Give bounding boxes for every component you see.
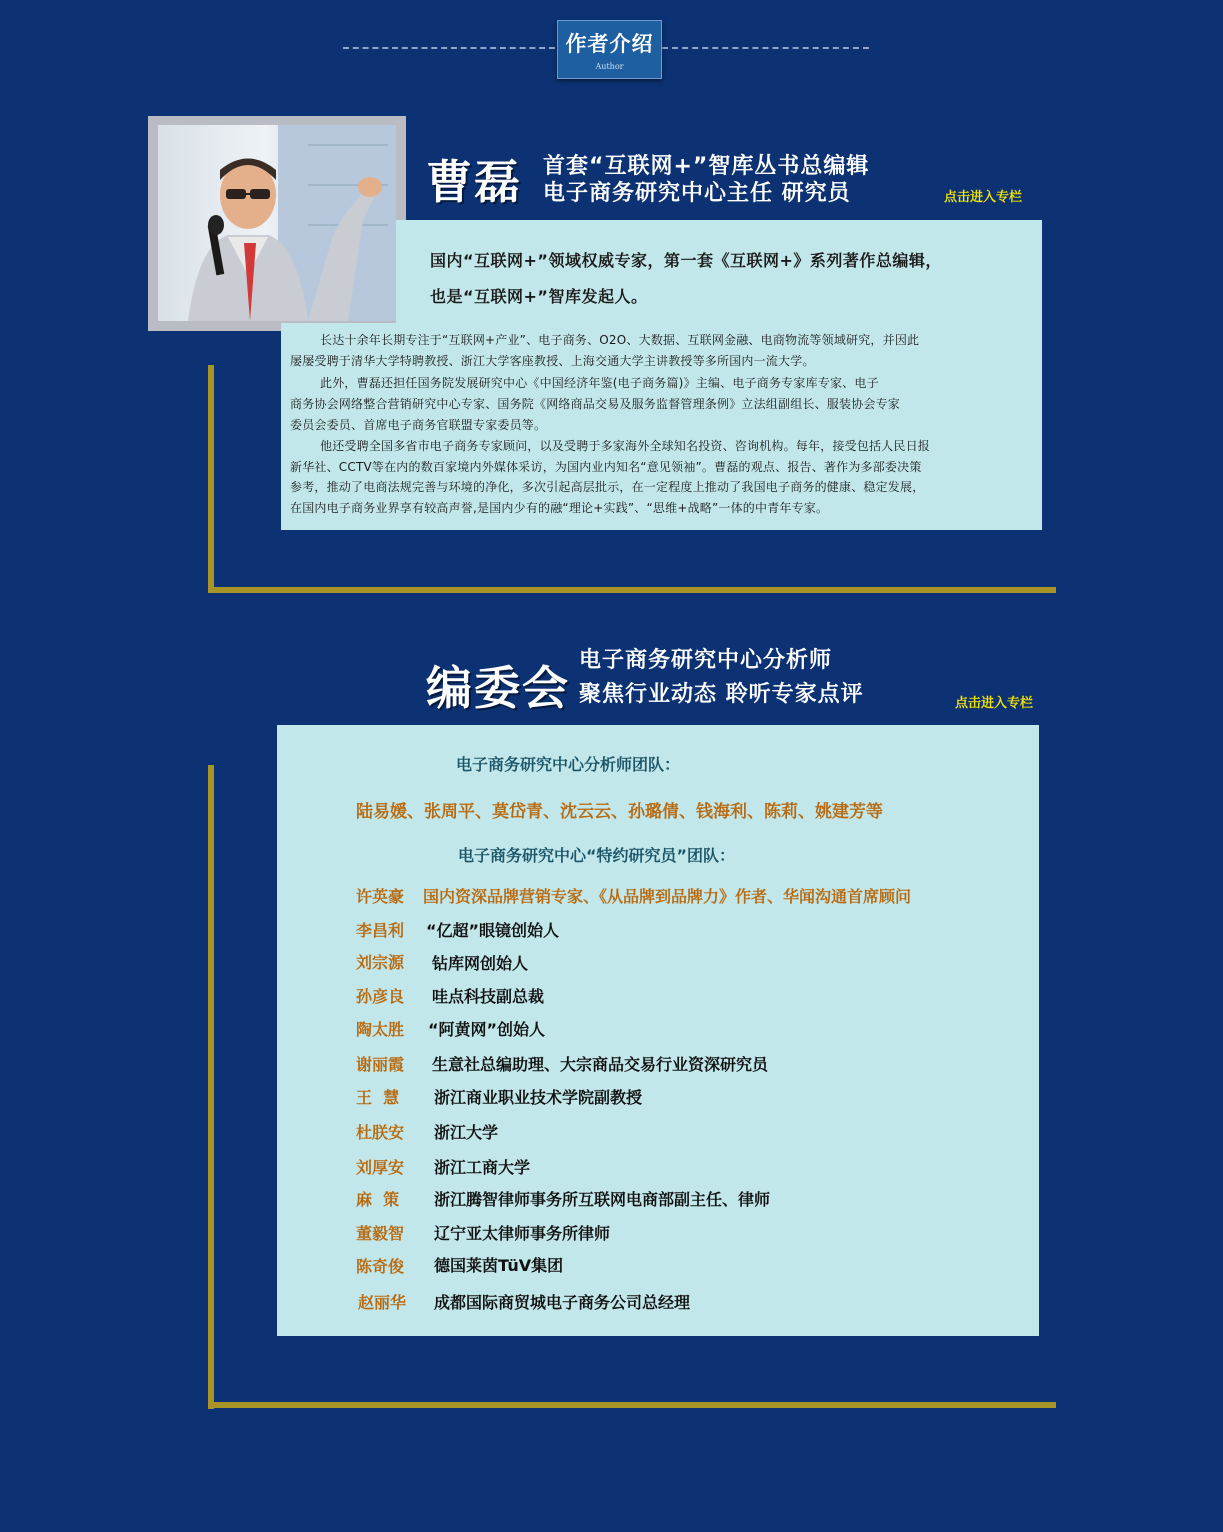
author-photo [158, 125, 396, 321]
committee-bracket-vertical [208, 765, 214, 1409]
member-role: 哇点科技副总裁 [432, 987, 545, 1006]
member-name: 孙彦良 [356, 987, 405, 1006]
author-intro-panel [396, 220, 1042, 328]
analyst-team-names: 陆易媛、张周平、莫岱青、沈云云、孙璐倩、钱海利、陈莉、姚建芳等 [356, 802, 883, 822]
committee-title-line1: 电子商务研究中心分析师 [579, 648, 833, 673]
author-bio-line: 此外，曹磊还担任国务院发展研究中心《中国经济年鉴(电子商务篇)》主编、电子商务专家库专家、电子 [320, 376, 879, 390]
member-name: 李昌利 [356, 921, 405, 940]
committee-name: 编委会 [426, 661, 570, 715]
researcher-team-heading: 电子商务研究中心“特约研究员”团队： [458, 846, 736, 865]
member-name: 刘厚安 [356, 1158, 405, 1177]
author-intro-line1: 国内“互联网+”领域权威专家，第一套《互联网+》系列著作总编辑， [430, 251, 942, 270]
author-bracket-horizontal [208, 587, 1056, 593]
committee-bracket-horizontal [208, 1402, 1056, 1408]
header-divider-left [343, 47, 555, 49]
member-name: 杜朕安 [356, 1123, 405, 1142]
member-name: 陈奇俊 [356, 1257, 405, 1276]
member-role: “亿超”眼镜创始人 [426, 921, 560, 940]
badge-title: 作者介绍 [565, 32, 654, 56]
author-portrait-illustration [158, 125, 396, 321]
section-badge [557, 20, 662, 79]
member-name: 谢丽霞 [356, 1055, 405, 1074]
member-name: 麻 策 [356, 1190, 400, 1209]
header-divider-right [662, 47, 869, 49]
author-bracket-vertical [208, 365, 214, 593]
member-role: 成都国际商贸城电子商务公司总经理 [434, 1293, 691, 1312]
member-role: 生意社总编助理、大宗商品交易行业资深研究员 [432, 1055, 769, 1074]
analyst-team-heading: 电子商务研究中心分析师团队： [456, 755, 681, 774]
author-bio-line: 长达十余年长期专注于“互联网+产业”、电子商务、O2O、大数据、互联网金融、电商物流等领域研究，并因此 [320, 333, 920, 347]
member-name: 刘宗源 [356, 953, 405, 972]
member-name: 王 慧 [356, 1088, 400, 1107]
member-role: 辽宁亚太律师事务所律师 [434, 1224, 611, 1243]
author-intro-line2: 也是“互联网+”智库发起人。 [430, 287, 648, 306]
author-column-link[interactable]: 点击进入专栏 [944, 190, 1023, 205]
author-bio-line: 他还受聘全国多省市电子商务专家顾问，以及受聘于多家海外全球知名投资、咨询机构。每年，接受包括人民日报 [320, 439, 931, 453]
member-name: 董毅智 [356, 1224, 405, 1243]
member-name: 陶太胜 [356, 1020, 405, 1039]
author-bio-line: 在国内电子商务业界享有较高声誉,是国内少有的融“理论+实践”、“思维+战略”一体的中青年专家。 [290, 501, 829, 515]
member-role: 浙江商业职业技术学院副教授 [434, 1088, 643, 1107]
member-name: 赵丽华 [358, 1293, 407, 1312]
member-role: 浙江工商大学 [434, 1158, 531, 1177]
member-role: “阿黄网”创始人 [428, 1020, 546, 1039]
committee-title-line2: 聚焦行业动态 聆听专家点评 [579, 682, 864, 707]
author-title-line2: 电子商务研究中心主任 研究员 [543, 181, 851, 206]
author-name: 曹磊 [426, 155, 522, 209]
author-bio-line: 新华社、CCTV等在内的数百家境内外媒体采访，为国内业内知名“意见领袖”。曹磊的观点、报告、著作为多部委决策 [290, 460, 922, 474]
author-title-line1: 首套“互联网+”智库丛书总编辑 [543, 154, 870, 179]
committee-column-link[interactable]: 点击进入专栏 [955, 696, 1034, 711]
author-bio-line: 屡屡受聘于清华大学特聘教授、浙江大学客座教授、上海交通大学主讲教授等多所国内一流大学。 [290, 354, 815, 368]
author-bio-line: 委员会委员、首席电子商务官联盟专家委员等。 [290, 418, 547, 432]
author-bio-line: 商务协会网络整合营销研究中心专家、国务院《网络商品交易及服务监督管理条例》立法组副组长、服装协会专家 [290, 397, 901, 411]
member-role: 浙江腾智律师事务所互联网电商部副主任、律师 [434, 1190, 771, 1209]
member-role: 钻库网创始人 [432, 954, 529, 973]
author-bio-line: 参考，推动了电商法规完善与环境的净化，多次引起高层批示，在一定程度上推动了我国电子商务的健康、稳定发展， [290, 480, 925, 494]
member-role: 国内资深品牌营销专家、《从品牌到品牌力》作者、华闻沟通首席顾问 [423, 887, 912, 906]
member-role: 德国莱茵TüV集团 [434, 1256, 564, 1275]
member-role: 浙江大学 [434, 1123, 499, 1142]
member-name: 许英豪 [356, 887, 405, 906]
badge-subtitle: Author [595, 62, 624, 71]
